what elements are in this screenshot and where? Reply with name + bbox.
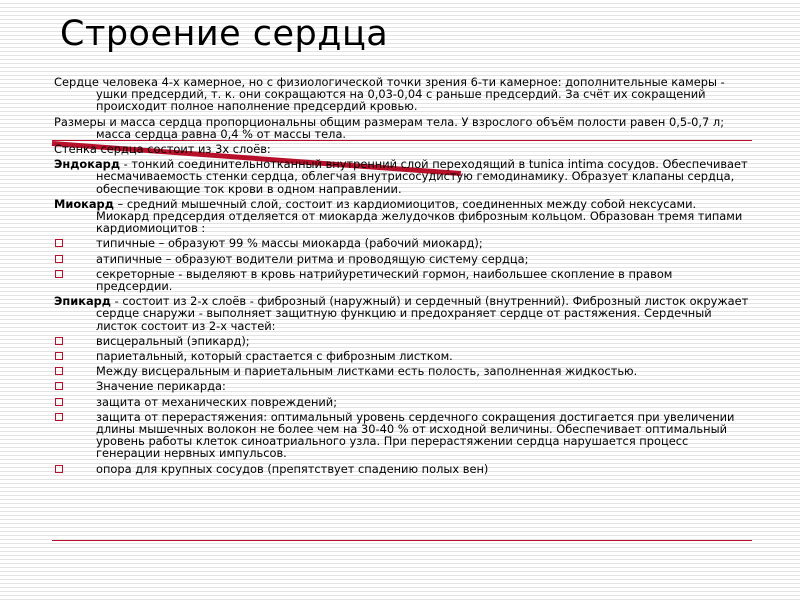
list-item [54,380,750,392]
square-bullet-icon [55,255,63,263]
myocard-term: Миокард [54,196,114,211]
epicard-term: Эпикард [54,294,111,309]
square-bullet-icon [55,413,63,421]
intro-paragraph-layers: Стенка сердца состоит из 3х слоёв: [54,142,271,157]
square-bullet-icon [55,465,63,473]
square-bullet-icon [55,398,63,406]
list-item [54,237,750,249]
bottom-divider-line [52,540,752,541]
endocard-paragraph [54,158,750,195]
list-item-text: висцеральный (эпикард); [96,333,250,348]
epicard-paragraph [54,295,750,332]
list-item [54,350,750,362]
square-bullet-icon [55,337,63,345]
list-item [54,463,750,475]
list-item-text: защита от механических повреждений; [96,394,338,409]
endocard-text: - тонкий соединительнотканный внутренний слой переходящий в tunica intima сосудов. Обеспечивает несмачиваемость стенки сердца, облегчая внутрисосудистую гемодинамику. Образует клапаны сердца, обеспечивающие ток крови в одном направлении. [96,157,748,196]
list-item [54,411,750,460]
list-item [54,335,750,347]
square-bullet-icon [55,382,63,390]
intro-paragraph-size: Размеры и масса сердца пропорциональны общим размерам тела. У взрослого объём полости равен 0,5-0,7 л; масса сердца равна 0,4 % от массы тела. [54,114,725,141]
list-item-text: секреторные - выделяют в кровь натрийуретический гормон, наибольшее скопление в правом предсердии. [96,266,673,294]
square-bullet-icon [55,352,63,360]
intro-paragraph-chambers: Сердце человека 4-х камерное, но с физиологической точки зрения 6-ти камерное: дополнительные камеры - ушки предсердий, т. к. они сокращаются на 0,03-0,04 с раньше предсердий. За счёт их сокращений происходит полное наполнение предсердий кровью. [54,75,725,114]
myocard-text: – средний мышечный слой, состоит из кардиомиоцитов, соединенных между собой нексусами. Миокард предсердия отделяется от миокарда желудочков фиброзным кольцом. Образован тремя типами кардиомиоцитов : [96,196,743,236]
endocard-term: Эндокард [54,157,121,172]
slide-body [54,76,750,478]
epicard-text: - состоит из 2-х слоёв - фиброзный (наружный) и сердечный (внутренний). Фиброзный листок окружает сердце снаружи - выполняет защитную функцию и предохраняет сердце от растяжения. Сердечный листок состоит из 2-х частей: [96,294,749,333]
square-bullet-icon [55,239,63,247]
slide-title: Строение сердца [60,14,389,54]
square-bullet-icon [55,367,63,375]
list-item-text: Значение перикарда: [96,379,226,394]
list-item-text: защита от перерастяжения: оптимальный уровень сердечного сокращения достигается при увеличении длины мышечных волокон не более чем на 30-40 % от исходной величины. Обеспечивает оптимальный уровень работы клеток синоатриального узла. При перерастяжении сердца нарушается процесс генерации нервных импульсов. [96,409,735,461]
list-item-text: Между висцеральным и париетальным листками есть полость, заполненная жидкостью. [96,364,638,379]
myocard-paragraph [54,198,750,235]
square-bullet-icon [55,270,63,278]
list-item-text: париетальный, который срастается с фиброзным листком. [96,349,453,364]
list-item-text: типичные – образуют 99 % массы миокарда (рабочий миокард); [96,236,483,251]
list-item [54,365,750,377]
list-item [54,396,750,408]
list-item [54,268,750,292]
list-item [54,253,750,265]
list-item-text: опора для крупных сосудов (препятствует спадению полых вен) [96,461,489,476]
list-item-text: атипичные – образуют водители ритма и проводящую систему сердца; [96,251,529,266]
